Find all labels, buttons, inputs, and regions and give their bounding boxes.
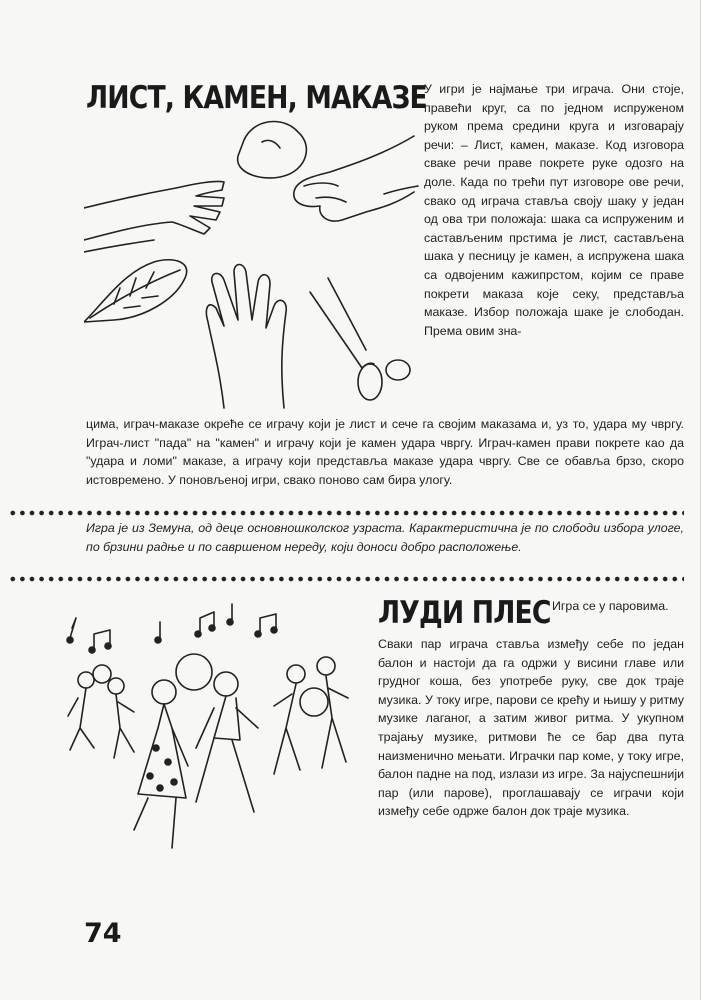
rock-icon <box>238 122 307 178</box>
game1-text-right: У игри је најмање три играча. Они стоје, правећи круг, са по једном испруженом руком према средини круга и изговарају речи: – Лист, камен, маказе. Код изговора сваке речи праве покрете руке одозго на доле. Када по трећи пут изговоре ове речи, свако од играча ставља своју шаку у један од ова три положаја: шака са испруженим и састављеним прстима је лист, састављена шака у песницу је камен, а испружена шака са одвојеним кажипрстом, којим се праве покрети маказа које секу, представља маказе. Избор положаја шаке је слободан. Према овим зна- <box>424 82 684 338</box>
game1-note: Игра је из Земуна, од деце основношколског узраста. Карактеристична је по слободи избора улоге, по брзини радње и по савршеном нереду, који доноси добро расположење. <box>86 521 684 554</box>
raised-hand-icon <box>206 265 286 409</box>
music-notes-icon <box>67 604 277 653</box>
game1-title: ЛИСТ, КАМЕН, МАКАЗЕ <box>86 80 427 116</box>
game2-text-right: Игра се у паровима. <box>552 599 669 613</box>
game1-text-full: цима, играч-маказе окреће се играчу који је лист и сече га својим маказама и, уз то, удара му чвргу. Играч-лист "пада" на "камен" и играчу који је камен удара чвргу. Играч-камен прави покрете као да "удара и ломи" маказе, а играчу који представља маказе удара чвргу. Све се обавља брзо, скоро истовремено. У поновљеној игри, свако поново сам бира улогу. <box>86 417 684 487</box>
dancing-children-illustration <box>64 598 370 868</box>
page-number: 74 <box>84 918 122 949</box>
rock-paper-scissors-illustration <box>84 112 420 412</box>
open-hand-icon <box>84 181 224 240</box>
scissors-icon <box>310 278 366 368</box>
page-edge <box>700 0 709 1000</box>
balloon-icon <box>93 665 111 683</box>
game2-text-body: Сваки пар играча ставља између себе по један балон и настоји да га одржи у висини главе или грудног коша, без употребе руку, све док траје музика. У току игре, парови се крећу и њишу у ритму музике лаганог, а затим живог ритма. У укупном трајању музике, ритмови ће се бар два пута наизменично мењати. Играчки пар коме, у току игре, балон падне на под, излази из игре. За најуспешнији пар (или парове), проглашавају се играчи који између себе одрже балон док траје музика. <box>378 637 684 819</box>
dotted-divider <box>8 576 684 582</box>
game2-title: ЛУДИ ПЛЕС <box>378 595 551 631</box>
fist-icon <box>294 136 414 221</box>
balloon-icon <box>300 688 328 716</box>
dotted-divider <box>8 510 684 516</box>
balloon-icon <box>176 654 212 690</box>
